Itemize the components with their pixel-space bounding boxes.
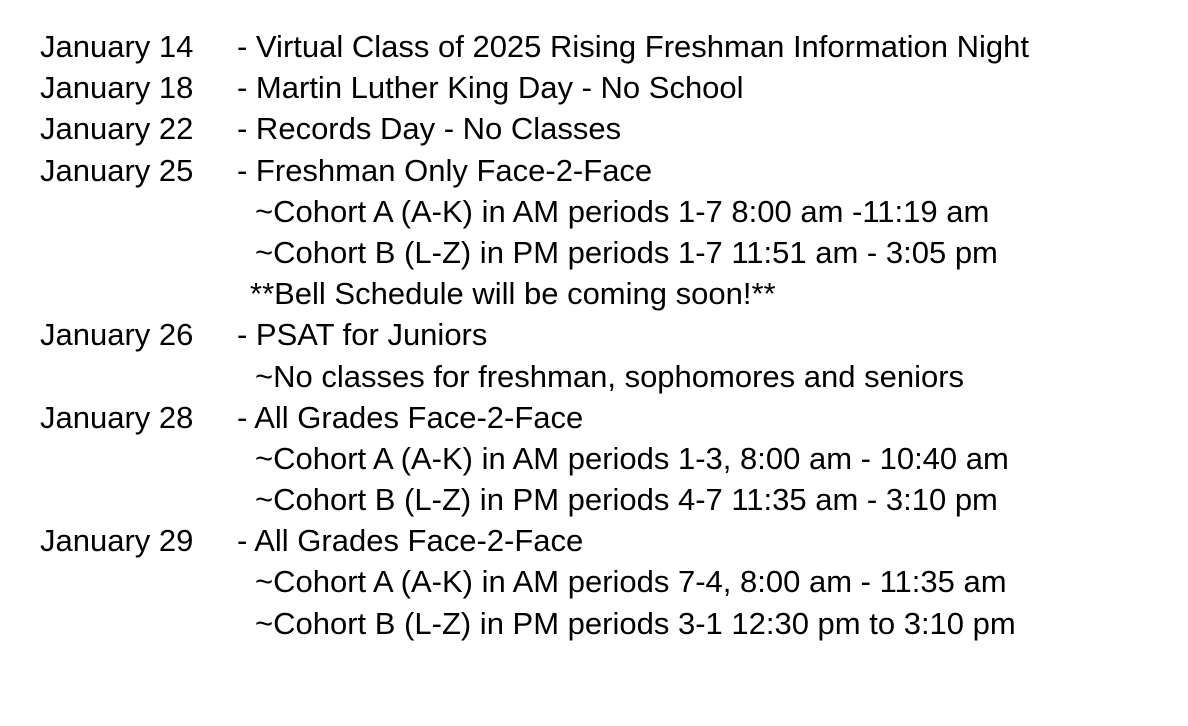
entry-event: - All Grades Face-2-Face (237, 523, 584, 559)
entry-date: January 26 (40, 317, 194, 353)
entry-detail-text: ~Cohort A (A-K) in AM periods 1-3, 8:00 am - 10:40 am (255, 440, 1009, 476)
entry-event: - Records Day - No Classes (237, 111, 622, 147)
entry-event: - All Grades Face-2-Face (237, 399, 584, 435)
schedule-entry-jan-28 (40, 397, 1180, 438)
entry-date: January 25 (40, 152, 194, 188)
entry-detail-text: ~Cohort A (A-K) in AM periods 7-4, 8:00 am - 11:35 am (255, 564, 1007, 600)
event-schedule (40, 26, 1180, 644)
entry-detail-text: ~Cohort A (A-K) in AM periods 1-7 8:00 am -11:19 am (255, 193, 990, 229)
entry-detail (40, 479, 1180, 520)
entry-detail (40, 603, 1180, 644)
entry-note (40, 273, 1180, 314)
schedule-entry-jan-29 (40, 520, 1180, 561)
schedule-entry-jan-18 (40, 67, 1180, 108)
schedule-entry-jan-25 (40, 150, 1180, 191)
entry-event: - Martin Luther King Day - No School (237, 70, 744, 106)
entry-detail (40, 232, 1180, 273)
entry-event: - PSAT for Juniors (237, 317, 488, 353)
schedule-entry-jan-26 (40, 314, 1180, 355)
entry-detail (40, 191, 1180, 232)
schedule-entry-jan-14 (40, 26, 1180, 67)
entry-detail (40, 561, 1180, 602)
bell-schedule-note: **Bell Schedule will be coming soon!** (250, 276, 776, 312)
entry-detail-text: ~Cohort B (L-Z) in PM periods 4-7 11:35 am - 3:10 pm (255, 482, 998, 518)
entry-detail-text: ~Cohort B (L-Z) in PM periods 1-7 11:51 am - 3:05 pm (255, 234, 998, 270)
entry-date: January 18 (40, 70, 194, 106)
entry-detail (40, 356, 1180, 397)
entry-event: - Freshman Only Face-2-Face (237, 152, 653, 188)
entry-date: January 28 (40, 399, 194, 435)
schedule-entry-jan-22 (40, 108, 1180, 149)
entry-detail-text: ~Cohort B (L-Z) in PM periods 3-1 12:30 pm to 3:10 pm (255, 605, 1016, 641)
entry-detail (40, 438, 1180, 479)
entry-detail-text: ~No classes for freshman, sophomores and seniors (255, 358, 965, 394)
entry-event: - Virtual Class of 2025 Rising Freshman Information Night (237, 29, 1029, 64)
entry-date: January 22 (40, 111, 194, 147)
entry-date: January 29 (40, 523, 194, 559)
entry-date: January 14 (40, 29, 194, 64)
